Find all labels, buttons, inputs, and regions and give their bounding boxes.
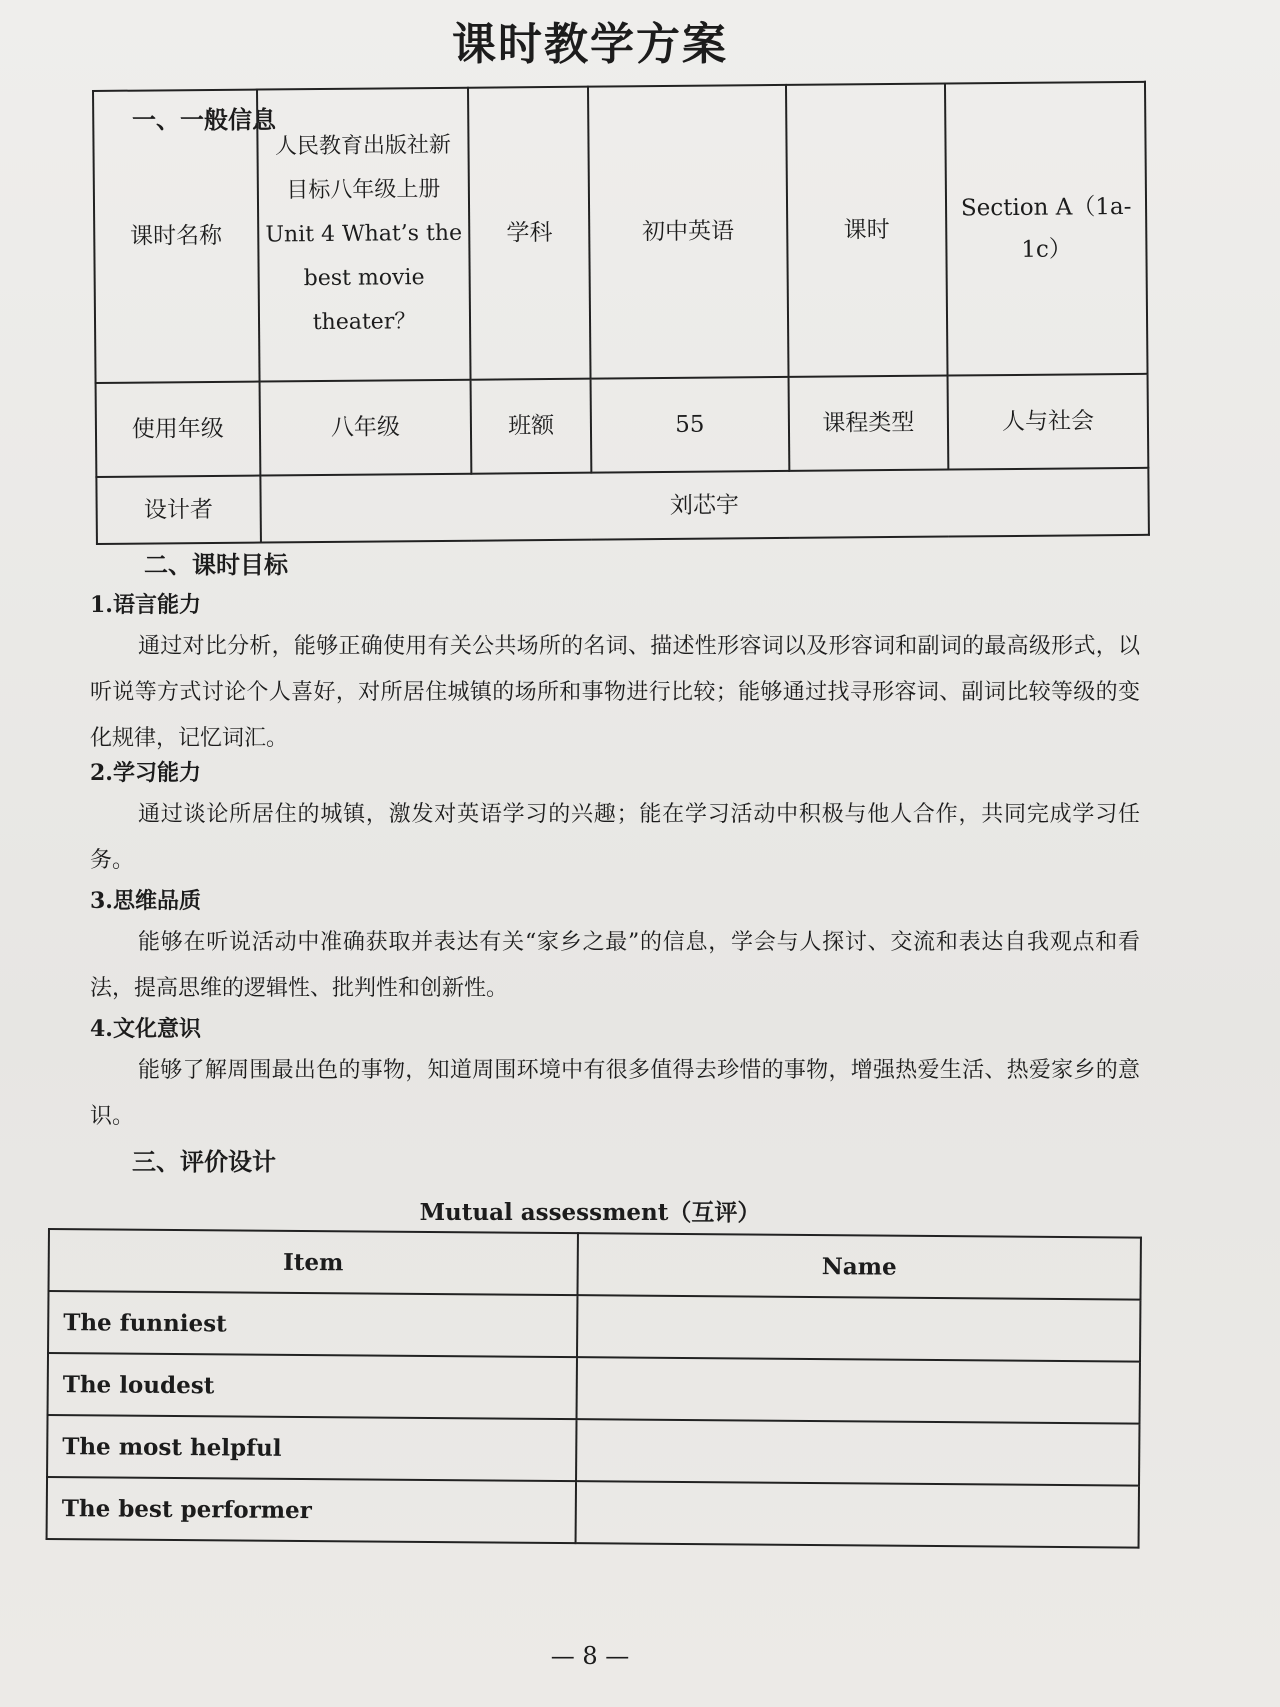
period-value: Section A（1a-1c） <box>945 82 1147 376</box>
row-name-cell <box>576 1481 1139 1547</box>
period-label: 课时 <box>786 84 948 377</box>
row-item-label: The best performer <box>47 1477 577 1543</box>
designer-value: 刘芯宇 <box>260 468 1149 542</box>
class-size-value: 55 <box>591 377 789 473</box>
table-row <box>47 1477 1139 1548</box>
row-item-label: The loudest <box>48 1353 578 1419</box>
general-info-table <box>92 81 1150 545</box>
row-name-cell <box>577 1295 1140 1361</box>
goal-title-language: 1.语言能力 <box>90 592 201 618</box>
assessment-table <box>46 1228 1142 1549</box>
goal-title-learning: 2.学习能力 <box>90 760 201 786</box>
course-type-label: 课程类型 <box>788 376 948 472</box>
table-row <box>48 1291 1140 1362</box>
column-header-name: Name <box>578 1233 1141 1299</box>
course-type-value: 人与社会 <box>948 374 1149 470</box>
section-assessment-heading: 三、评价设计 <box>132 1147 276 1176</box>
class-size-label: 班额 <box>471 379 592 474</box>
goal-title-culture: 4.文化意识 <box>90 1016 201 1042</box>
goal-text-language: 通过对比分析，能够正确使用有关公共场所的名词、描述性形容词以及形容词和副词的最高级形式，以听说等方式讨论个人喜好，对所居住城镇的场所和事物进行比较；能够通过找寻形容词、副词比较等级的变化规律，记忆词汇。 <box>90 634 1140 751</box>
grade-value: 八年级 <box>259 380 472 476</box>
column-header-item: Item <box>49 1229 579 1295</box>
section-goals-heading: 二、课时目标 <box>144 550 288 579</box>
section-general-info-heading: 一、一般信息 <box>132 105 276 134</box>
grade-label: 使用年级 <box>96 382 260 478</box>
row-name-cell <box>577 1357 1140 1423</box>
row-name-cell <box>576 1419 1139 1485</box>
goal-title-thinking: 3.思维品质 <box>90 888 201 914</box>
designer-label: 设计者 <box>96 476 260 544</box>
lesson-name-label: 课时名称 <box>93 90 259 383</box>
row-item-label: The most helpful <box>47 1415 577 1481</box>
lesson-name-value: 人民教育出版社新目标八年级上册 Unit 4 What’s the best movie theater？ <box>257 88 471 382</box>
row-item-label: The funniest <box>48 1291 578 1357</box>
table-row <box>48 1353 1140 1424</box>
goal-text-culture: 能够了解周围最出色的事物，知道周围环境中有很多值得去珍惜的事物，增强热爱生活、热爱家乡的意识。 <box>90 1058 1140 1129</box>
goal-text-thinking: 能够在听说活动中准确获取并表达有关“家乡之最”的信息，学会与人探讨、交流和表达自我观点和看法，提高思维的逻辑性、批判性和创新性。 <box>90 930 1140 1001</box>
document-title: 课时教学方案 <box>452 19 728 70</box>
page-number: — 8 — <box>550 1642 630 1670</box>
table-row <box>47 1415 1139 1486</box>
assessment-table-title: Mutual assessment（互评） <box>419 1199 761 1226</box>
subject-value: 初中英语 <box>588 85 788 379</box>
subject-label: 学科 <box>468 87 590 380</box>
goal-text-learning: 通过谈论所居住的城镇，激发对英语学习的兴趣；能在学习活动中积极与他人合作，共同完成学习任务。 <box>90 802 1140 873</box>
